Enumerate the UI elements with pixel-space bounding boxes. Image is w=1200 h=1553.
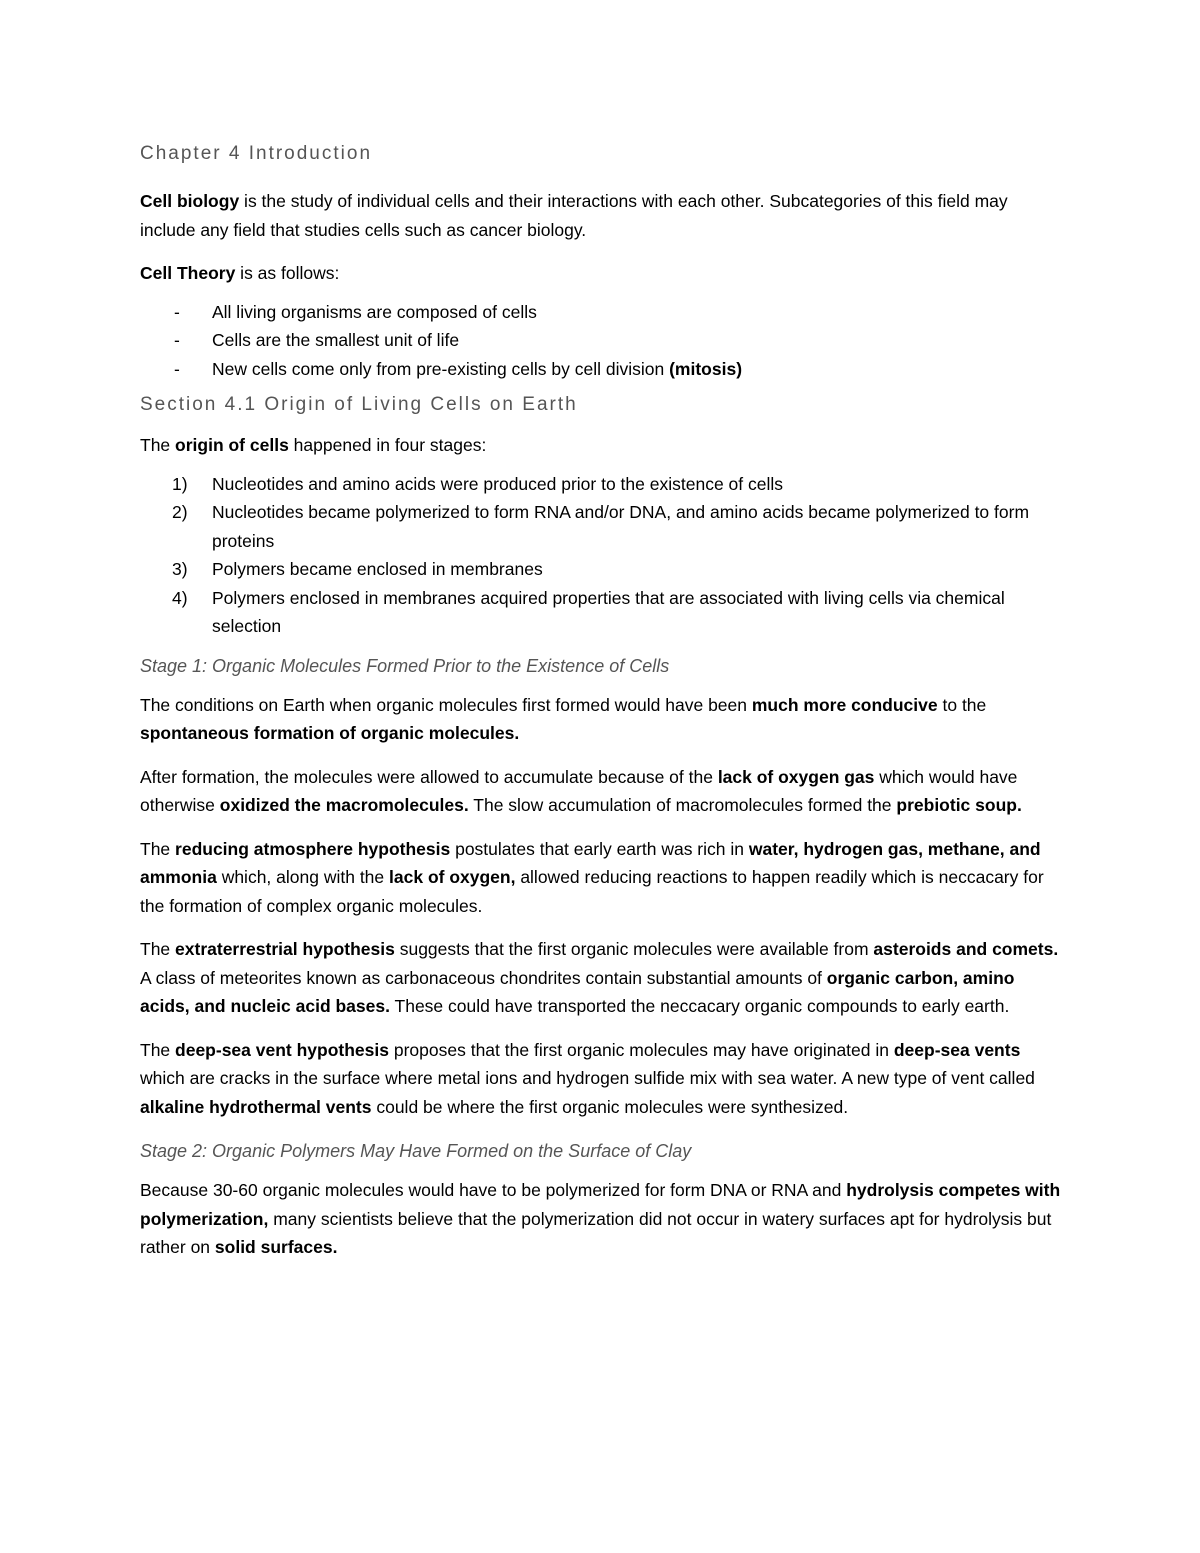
- paragraph-text: postulates that early earth was rich in: [450, 838, 749, 859]
- term-origin-of-cells: origin of cells: [175, 435, 289, 455]
- emphasis: prebiotic soup.: [896, 795, 1022, 815]
- emphasis: asteroids and comets.: [873, 939, 1059, 959]
- list-number: 4): [172, 587, 188, 608]
- paragraph-cell-theory: [140, 259, 1065, 288]
- list-item-text: Polymers became enclosed in membranes: [212, 559, 543, 579]
- paragraph-deep-sea-vent: [140, 1036, 1065, 1122]
- list-item: [140, 298, 1065, 327]
- paragraph-text: The: [140, 1039, 176, 1060]
- emphasis: extraterrestrial hypothesis: [175, 939, 395, 959]
- paragraph-cell-biology: [140, 187, 1065, 244]
- emphasis: spontaneous formation of organic molecules.: [140, 723, 520, 743]
- paragraph-accumulation: [140, 763, 1065, 820]
- paragraph-text: After formation, the molecules were allowed to accumulate because of the: [140, 766, 718, 787]
- paragraph-text: which would have otherwise: [140, 766, 1018, 815]
- list-number: 3): [172, 559, 188, 579]
- list-dash: -: [174, 330, 180, 350]
- paragraph-text: is the study of individual cells and their interactions with each other. Subcategories of this field may include any field that studies cells such as cancer biology.: [140, 191, 1008, 240]
- list-item: [140, 355, 1065, 384]
- paragraph-reducing-atmosphere: [140, 835, 1065, 921]
- stages-list: [140, 470, 1065, 641]
- paragraph-text: The slow accumulation of macromolecules formed the: [468, 795, 897, 815]
- paragraph-text: The: [140, 435, 176, 455]
- emphasis: much more conducive: [751, 694, 938, 715]
- paragraph-text: The: [140, 838, 176, 859]
- paragraph-text: which are cracks in the surface where metal ions and hydrogen sulfide mix with sea water. A new type of vent called: [140, 1068, 1035, 1088]
- list-item-text: Nucleotides and amino acids were produced prior to the existence of cells: [212, 473, 784, 494]
- paragraph-text: These could have transported the neccacary organic compounds to early earth.: [389, 996, 1010, 1016]
- emphasis: water, hydrogen gas, methane, and ammonia: [140, 838, 1041, 887]
- emphasis: oxidized the macromolecules.: [219, 795, 469, 815]
- paragraph-extraterrestrial: [140, 935, 1065, 1021]
- paragraph-polymerization: [140, 1176, 1065, 1262]
- list-item-text: Polymers enclosed in membranes acquired properties that are associated with living cells via chemical selection: [212, 587, 1005, 636]
- paragraph-text: which, along with the: [216, 867, 390, 887]
- list-item-text: All living organisms are composed of cells: [212, 301, 537, 322]
- paragraph-text: could be where the first organic molecules were synthesized.: [371, 1096, 849, 1117]
- emphasis: solid surfaces.: [214, 1237, 338, 1257]
- list-item: [140, 498, 1065, 555]
- emphasis: deep-sea vent hypothesis: [175, 1039, 389, 1060]
- list-number: 1): [172, 473, 188, 494]
- list-item: [140, 470, 1065, 499]
- chapter-title: Chapter 4 Introduction: [140, 143, 373, 164]
- list-item-text: Cells are the smallest unit of life: [212, 330, 460, 350]
- list-number: 2): [172, 502, 188, 522]
- subsection-heading-stage-2: Stage 2: Organic Polymers May Have Formed on the Surface of Clay: [140, 1141, 692, 1161]
- paragraph-text: The conditions on Earth when organic molecules first formed would have been: [140, 694, 752, 715]
- emphasis: hydrolysis competes with polymerization,: [140, 1180, 1061, 1229]
- list-dash: -: [174, 358, 180, 379]
- list-item-text: New cells come only from pre-existing cells by cell division: [212, 358, 670, 379]
- paragraph-origin-of-cells: [140, 431, 1065, 460]
- list-item-text: Nucleotides became polymerized to form RNA and/or DNA, and amino acids became polymerized to form proteins: [212, 502, 1030, 551]
- subsection-heading-stage-1: Stage 1: Organic Molecules Formed Prior to the Existence of Cells: [140, 655, 670, 676]
- list-dash: -: [174, 301, 180, 322]
- emphasis: alkaline hydrothermal vents: [140, 1096, 372, 1117]
- paragraph-text: many scientists believe that the polymerization did not occur in watery surfaces apt for hydrolysis but rather on: [140, 1208, 1052, 1257]
- document-body: [140, 138, 1065, 1277]
- list-item: [140, 584, 1065, 641]
- list-item: [140, 326, 1065, 355]
- section-heading: Section 4.1 Origin of Living Cells on Earth: [140, 394, 578, 415]
- emphasis: lack of oxygen gas: [717, 766, 875, 787]
- paragraph-text: A class of meteorites known as carbonaceous chondrites contain substantial amounts of: [140, 967, 827, 988]
- paragraph-text: suggests that the first organic molecules were available from: [394, 939, 874, 959]
- term-mitosis: (mitosis): [669, 358, 743, 379]
- emphasis: deep-sea vents: [893, 1039, 1021, 1060]
- paragraph-text: proposes that the first organic molecules may have originated in: [389, 1039, 894, 1060]
- emphasis: lack of oxygen,: [389, 867, 516, 887]
- paragraph-text: Because 30-60 organic molecules would have to be polymerized for form DNA or RNA and: [140, 1180, 847, 1200]
- emphasis: organic carbon, amino acids, and nucleic acid bases.: [140, 967, 1015, 1016]
- paragraph-text: is as follows:: [235, 263, 340, 283]
- paragraph-text: The: [140, 939, 176, 959]
- cell-theory-list: [140, 298, 1065, 384]
- paragraph-text: happened in four stages:: [288, 435, 487, 455]
- paragraph-text: to the: [937, 694, 987, 715]
- paragraph-conditions: [140, 691, 1065, 748]
- paragraph-text: allowed reducing reactions to happen readily which is neccacary for the formation of complex organic molecules.: [140, 867, 1044, 916]
- list-item: [140, 555, 1065, 584]
- term-cell-biology: Cell biology: [140, 191, 240, 211]
- term-cell-theory: Cell Theory: [140, 263, 236, 283]
- emphasis: reducing atmosphere hypothesis: [175, 838, 451, 859]
